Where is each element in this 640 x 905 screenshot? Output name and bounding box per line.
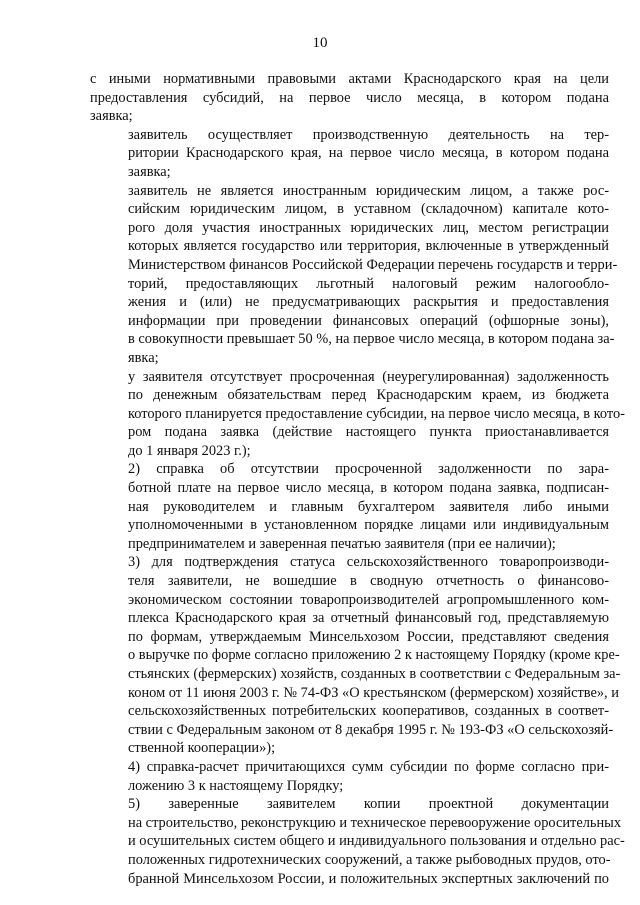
- paragraph: [90, 70, 609, 126]
- paragraph: [90, 795, 625, 888]
- text-line: ботной плате на первое число месяца, в котором подана заявка, подписан-: [128, 480, 609, 497]
- text-line: по формам, утверждаемым Минсельхозом России, представляют сведения: [128, 628, 609, 645]
- text-line: экономическом состоянии товаропроизводителей агропромышленного ком-: [128, 591, 609, 608]
- text-line: торий, предоставляющих льготный налоговый режим налогообло-: [128, 275, 609, 292]
- text-line: заявитель осуществляет производственную деятельность на тер-: [128, 126, 609, 143]
- text-line: предоставления субсидий, на первое число месяца, в котором подана: [90, 89, 609, 106]
- paragraph: [90, 368, 625, 461]
- paragraph: [90, 758, 609, 795]
- text-line: ная руководителем и главным бухгалтером заявителя либо иными: [128, 498, 609, 515]
- text-line: о выручке по форме согласно приложению 2 к настоящему Порядку (кроме кре-: [128, 647, 620, 664]
- text-line: рого доля участия иностранных юридических лиц, местом регистрации: [128, 219, 609, 236]
- text-line: в совокупности превышает 50 %, на первое число месяца, в котором подана за-: [128, 331, 615, 348]
- text-line: заявка;: [90, 108, 133, 125]
- text-line: 4) справка-расчет причитающихся сумм субсидии по форме согласно при-: [128, 758, 609, 775]
- paragraph: [90, 182, 618, 368]
- text-line: ственной кооперации»);: [128, 740, 276, 757]
- text-line: и осушительных систем общего и индивидуального пользования и отдельно рас-: [128, 833, 625, 850]
- text-line: сельскохозяйственных потребительских кооперативов, созданных в соответ-: [128, 703, 609, 720]
- text-line: теля заявители, не вошедшие в сводную отчетность о финансово-: [128, 573, 609, 590]
- text-line: плекса Краснодарского края за отчетный финансовый год, представляемую: [128, 610, 609, 627]
- text-line: которого планируется предоставление субсидии, на первое число месяца, в кото-: [128, 405, 625, 422]
- text-line: ром подана заявка (действие настоящего пункта приостанавливается: [128, 424, 609, 441]
- text-line: до 1 января 2023 г.);: [128, 442, 251, 459]
- text-line: коном от 11 июня 2003 г. № 74-ФЗ «О крестьянском (фермерском) хозяйстве», и: [128, 684, 619, 701]
- text-line: информации при проведении финансовых операций (офшорные зоны),: [128, 312, 609, 329]
- text-line: положенных гидротехнических сооружений, а также рыбоводных прудов, ото-: [128, 851, 611, 868]
- text-line: жения и (или) не предусматривающих раскрытия и предоставления: [128, 294, 609, 311]
- document-body: [90, 70, 625, 888]
- text-line: ритории Краснодарского края, на первое число месяца, в котором подана: [128, 145, 609, 162]
- text-line: 5) заверенные заявителем копии проектной документации: [128, 796, 609, 813]
- text-line: уполномоченными в установленном порядке лицами или индивидуальным: [128, 517, 609, 534]
- text-line: Министерством финансов Российской Федерации перечень государств и терри-: [128, 256, 618, 273]
- paragraph: [90, 126, 609, 182]
- text-line: которых является государство или территория, включенные в утвержденный: [128, 238, 609, 255]
- text-line: предпринимателем и заверенная печатью заявителя (при ее наличии);: [128, 535, 556, 552]
- text-line: ложению 3 к настоящему Порядку;: [128, 777, 344, 794]
- text-line: сийским юридическим лицом, в уставном (складочном) капитале кото-: [128, 201, 609, 218]
- text-line: с иными нормативными правовыми актами Краснодарского края на цели: [90, 71, 609, 87]
- text-line: 2) справка об отсутствии просроченной задолженности по зара-: [128, 461, 609, 478]
- text-line: по денежным обязательствам перед Краснодарским краем, из бюджета: [128, 387, 609, 404]
- text-line: заявитель не является иностранным юридическим лицом, а также рос-: [128, 182, 609, 199]
- text-line: у заявителя отсутствует просроченная (неурегулированная) задолженность: [128, 368, 609, 385]
- page-number: 10: [312, 35, 328, 51]
- text-line: явка;: [128, 349, 159, 366]
- paragraph: [90, 460, 609, 553]
- text-line: стьянских (фермерских) хозяйств, созданных в соответствии с Федеральным за-: [128, 666, 621, 682]
- text-line: заявка;: [128, 163, 171, 180]
- text-line: ствии с Федеральным законом от 8 декабря 1995 г. № 193-ФЗ «О сельскохозяй-: [128, 721, 614, 738]
- text-line: бранной Минсельхозом России, и положительных экспертных заключений по: [128, 870, 609, 887]
- text-line: 3) для подтверждения статуса сельскохозяйственного товаропроизводи-: [128, 554, 609, 571]
- paragraph: [90, 553, 621, 758]
- text-line: на строительство, реконструкцию и техническое перевооружение оросительных: [128, 814, 622, 831]
